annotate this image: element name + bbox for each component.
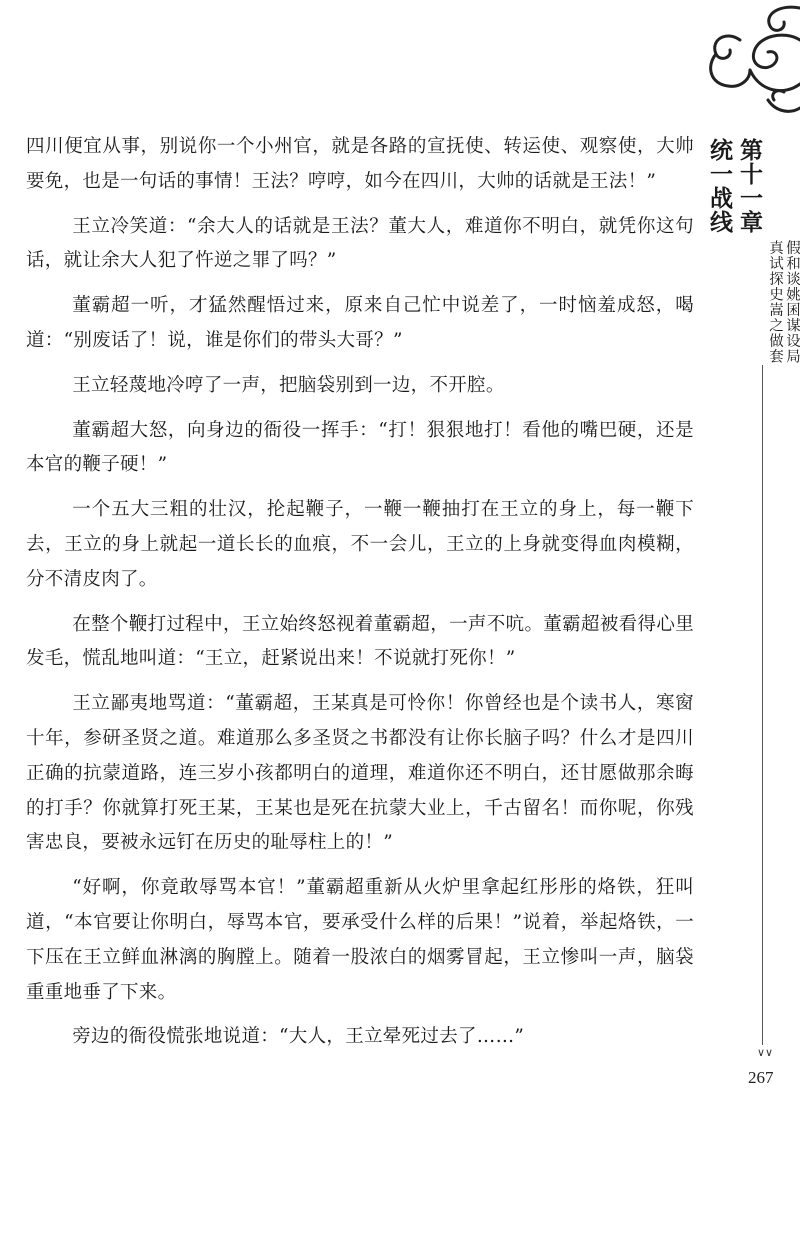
paragraph: 王立鄙夷地骂道：“董霸超，王某真是可怜你！你曾经也是个读书人，寒窗十年，参研圣贤之道。难道那么多圣贤之书都没有让你长脑子吗？什么才是四川正确的抗蒙道路，连三岁小孩都明白的道理，难道你还不明白，还甘愿做那余晦的打手？你就算打死王某，王某也是死在抗蒙大业上，千古留名！而你呢，你残害忠良，要被永远钉在历史的耻辱柱上的！” [26,693,694,854]
chevron-down-icon: ∨∨ [757,1046,774,1059]
paragraph: 董霸超大怒，向身边的衙役一挥手：“打！狠狠地打！看他的嘴巴硬，还是本官的鞭子硬！” [26,419,694,476]
chapter-subtitle [766,240,800,680]
paragraph: 王立轻蔑地冷哼了一声，把脑袋别到一边，不开腔。 [72,374,505,396]
paragraph: 一个五大三粗的壮汉，抡起鞭子，一鞭一鞭抽打在王立的身上，每一鞭下去，王立的身上就起一道长长的血痕，不一会儿，王立的上身就变得血肉模糊，分不清皮肉了。 [26,499,694,590]
chapter-sidebar [706,130,800,1160]
sidebar-divider-line [762,365,763,1045]
chapter-number: 第十一章 [736,138,763,234]
paragraph: 王立冷笑道：“余大人的话就是王法？董大人，难道你不明白，就凭你这句话，就让余大人犯了忤逆之罪了吗？” [26,215,694,272]
chapter-heading [706,138,764,278]
chapter-title: 统一战线 [706,138,733,234]
cloud-ornament-icon [680,0,800,120]
paragraph: “好啊，你竟敢辱骂本官！”董霸超重新从火炉里拿起红彤彤的烙铁，狂叫道，“本官要让你明白，辱骂本官，要承受什么样的后果！”说着，举起烙铁，一下压在王立鲜血淋漓的胸膛上。随着一股浓白的烟雾冒起，王立惨叫一声，脑袋重重地垂了下来。 [26,877,694,1003]
page-number: 267 [748,1068,774,1087]
subtitle-line-1: 假和谈姚囷谋设局 [784,240,800,364]
paragraph: 董霸超一听，才猛然醒悟过来，原来自己忙中说差了，一时恼羞成怒，喝道：“别废话了！说，谁是你们的带头大哥？” [26,295,694,351]
paragraph: 旁边的衙役慌张地说道：“大人，王立晕死过去了……” [72,1026,525,1048]
chapter-body-text [26,130,694,1065]
subtitle-line-2: 真试探史嵩之做套 [767,240,783,364]
paragraph: 四川便宜从事，别说你一个小州官，就是各路的宣抚使、转运使、观察使，大帅要免，也是一句话的事情！王法？哼哼，如今在四川，大帅的话就是王法！” [26,136,694,192]
paragraph: 在整个鞭打过程中，王立始终怒视着董霸超，一声不吭。董霸超被看得心里发毛，慌乱地叫道：“王立，赶紧说出来！不说就打死你！” [26,613,694,670]
